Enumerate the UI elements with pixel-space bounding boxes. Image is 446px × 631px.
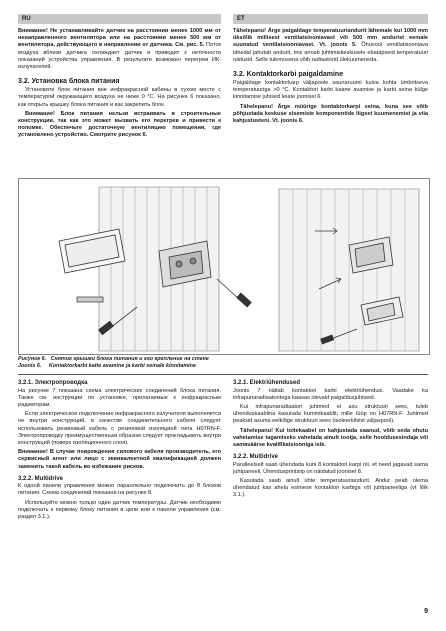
et-section-3-2-2-title: 3.2.2. Multidrive [233, 454, 279, 461]
lang-tab-et [233, 14, 428, 24]
et-section-3-2-p1: Paigaldage kontaktorkarp väljapoole saunaruumi kuiva kohta ümbritseva temperatuuriga >0 °C. Kontaktori karbi kaane avamise ja karbi seina külge kinnitamise juhised leiate joonisel 6. [233, 80, 428, 101]
figure-6-label-ru: Рисунок 6. [18, 356, 47, 362]
ru-section-3-2-1-p1: На рисунке 7 показана схема электрических соединений блока питания. Также см. инструкции по установке, прилагаемые к инфракрасным радиаторам. [18, 387, 221, 408]
et-warning-paragraph [233, 28, 428, 64]
ru-bottom-column [18, 380, 221, 523]
et-section-3-2-1-p1: Joonis 7 näitab kontaktori karbi elektriühendusi. Vaadake ka infrapunaradiaatoritega kaasas olevaid paigaldusjuhiseid. [233, 387, 428, 401]
et-section-3-2-p2: Tähelepanu! Ärge müürige kontaktorkarpi seina, kuna see võib põhjustada keskuse sisemiste komponentide liigset kuumenemist ja viia kahjustusteni. Vt. joonis 6. [233, 103, 428, 125]
et-section-3-2-1-title: 3.2.1. Elektriühendused [233, 380, 301, 386]
ru-warning-bold: Внимание! Не устанавливайте датчик на расстоянии менее 1000 мм от ненаправленного вентилятора или на расстоянии менее 500 мм от вентилятора, действующего в направлении от датчика. См. рис. 5. [18, 28, 221, 49]
figure-6-caption-et [18, 363, 196, 370]
et-top-column [233, 28, 428, 127]
et-warning-bold: Tähelepanu! Ärge paigaldage temperatuuriandurit lähemale kui 1000 mm üksõlik millisest ventilatsiooniavast või 500 mm andurist eemale suunatud ventilatsiooniavast. Vt. joonis 5. [233, 28, 428, 49]
et-section-3-2-1-p2: Kui infrapunaradiaatori juhtmed ei asu struktuuri sees, tuleb ühenduskaablina kasutada kummikaablit, mille tüüp on H07RN-F. Juhtmed peaksid asuma eelkõige struktuuri sees (isoleerkihiist väljaspool). [233, 403, 428, 425]
rail [77, 297, 103, 302]
figure-6-text-ru: Снятие крышки блока питания и его крепление на стене [50, 356, 209, 362]
et-section-3-2-1-p3: Tähelepanu! Kui toitekaabel on kahjustada saanud, võib seda ohutu vahetamise tagamiseks vahetada ainult tootja, selle hooldusesindaja või samaväärse kvalifikatsiooniga isik. [233, 427, 428, 448]
page-number: 9 [424, 608, 428, 615]
figure-6-caption-ru [18, 356, 209, 363]
ru-top-column [18, 28, 221, 142]
lang-tab-ru [18, 14, 221, 24]
ru-warning-rest: Поток воздуха вблизи датчика охлаждает датчик и приводит к неточности показаний устройства управления. В результате возможен перегрев ИК-излучателей. [18, 42, 222, 71]
et-section-3-2-2-p2: Kasutada saab ainult ühte temperatuuriandurit. Andur peab olema ühendatud kas ahela esimese kontaktori karbiga või juhtpaneeliga (vt lõik 3.1.). [233, 478, 428, 499]
ru-section-3-2-1-p3: Внимание! В случае повреждения силового кабеля производитель, его сервисный агент или лицо с эквивалентной квалификацией должен заменить такой кабель во избежание рисков. [18, 449, 221, 470]
figure-6-illustration [18, 178, 430, 355]
ru-warning-paragraph [18, 28, 221, 71]
et-bottom-column [233, 380, 428, 502]
lang-label-et: ET [237, 16, 245, 22]
caption-divider [18, 374, 428, 375]
figure-6-drawing [19, 179, 429, 354]
screwdriver-center [217, 279, 251, 307]
ru-section-3-2-2-p2: Используйте можно только один датчик температуры. Датчик необходимо подключать к первому блоку питания в цепи или к панели управления (см. раздел 3.1.). [18, 499, 221, 521]
et-warning-rest: Õhuvool ventilatsiooniava lähedal jahutab andurit, mis annab juhtimiskeskusele ebatäpseid temperatuuri näitusid. Selle tulemusena võib radiaatorid ülekuumeneda. [233, 42, 428, 63]
ru-section-3-2-title: 3.2. Установка блока питания [18, 78, 120, 86]
ru-section-3-2-p1: Установите блок питания вне инфракрасной кабины в сухом месте с температурой окружающего воздуха не ниже 0 °C. На рисунке 6 показано, как открыть крышку блока питания и как закрепить блок. [18, 87, 221, 108]
figure-6-text-et: Kontaktorkarbi katte avamine ja karbi seinale kinnitamine [48, 363, 196, 369]
figure-6-label-et: Joonis 6. [18, 363, 42, 369]
ru-section-3-2-2-title: 3.2.2. Multidrive [18, 475, 64, 482]
lang-label-ru: RU [22, 16, 31, 22]
ru-section-3-2-1-p2: Если электрическое подключение инфракрасного излучателя выполняется не внутри конструкций, в качестве соединительного кабеля следует использовать резиновый кабель с резиновой изоляцией типа H07RN-F. Электропроводку преимущественным образом следует прокладывать внутри конструкций (поверх изоляционного слоя). [18, 411, 221, 446]
ru-section-3-2-1-title: 3.2.1. Электропроводка [18, 380, 88, 386]
et-section-3-2-2-p1: Paralleelselt saab ühendada kuni 8 kontaktori karpi nii, et need jagavad sama juhtpaneeli. Ühendusprintsiip on näidatud joonisel 8. [233, 461, 428, 475]
ru-section-3-2-p2: Внимание! Блок питания нельзя встраивать в строительные конструкции, так как это может вызвать его перегрев и привести к поломке. Обеспечьте достаточную вентиляцию помещения, где установлено устройство. Смотрите рисунок 6. [18, 110, 221, 139]
ru-section-3-2-2-p1: К одной панели управления можно параллельно подключить до 8 блоков питания. Схема соединений показана на рисунке 8. [18, 483, 221, 497]
et-section-3-2-title: 3.2. Kontaktorkarbi paigaldamine [233, 71, 344, 79]
